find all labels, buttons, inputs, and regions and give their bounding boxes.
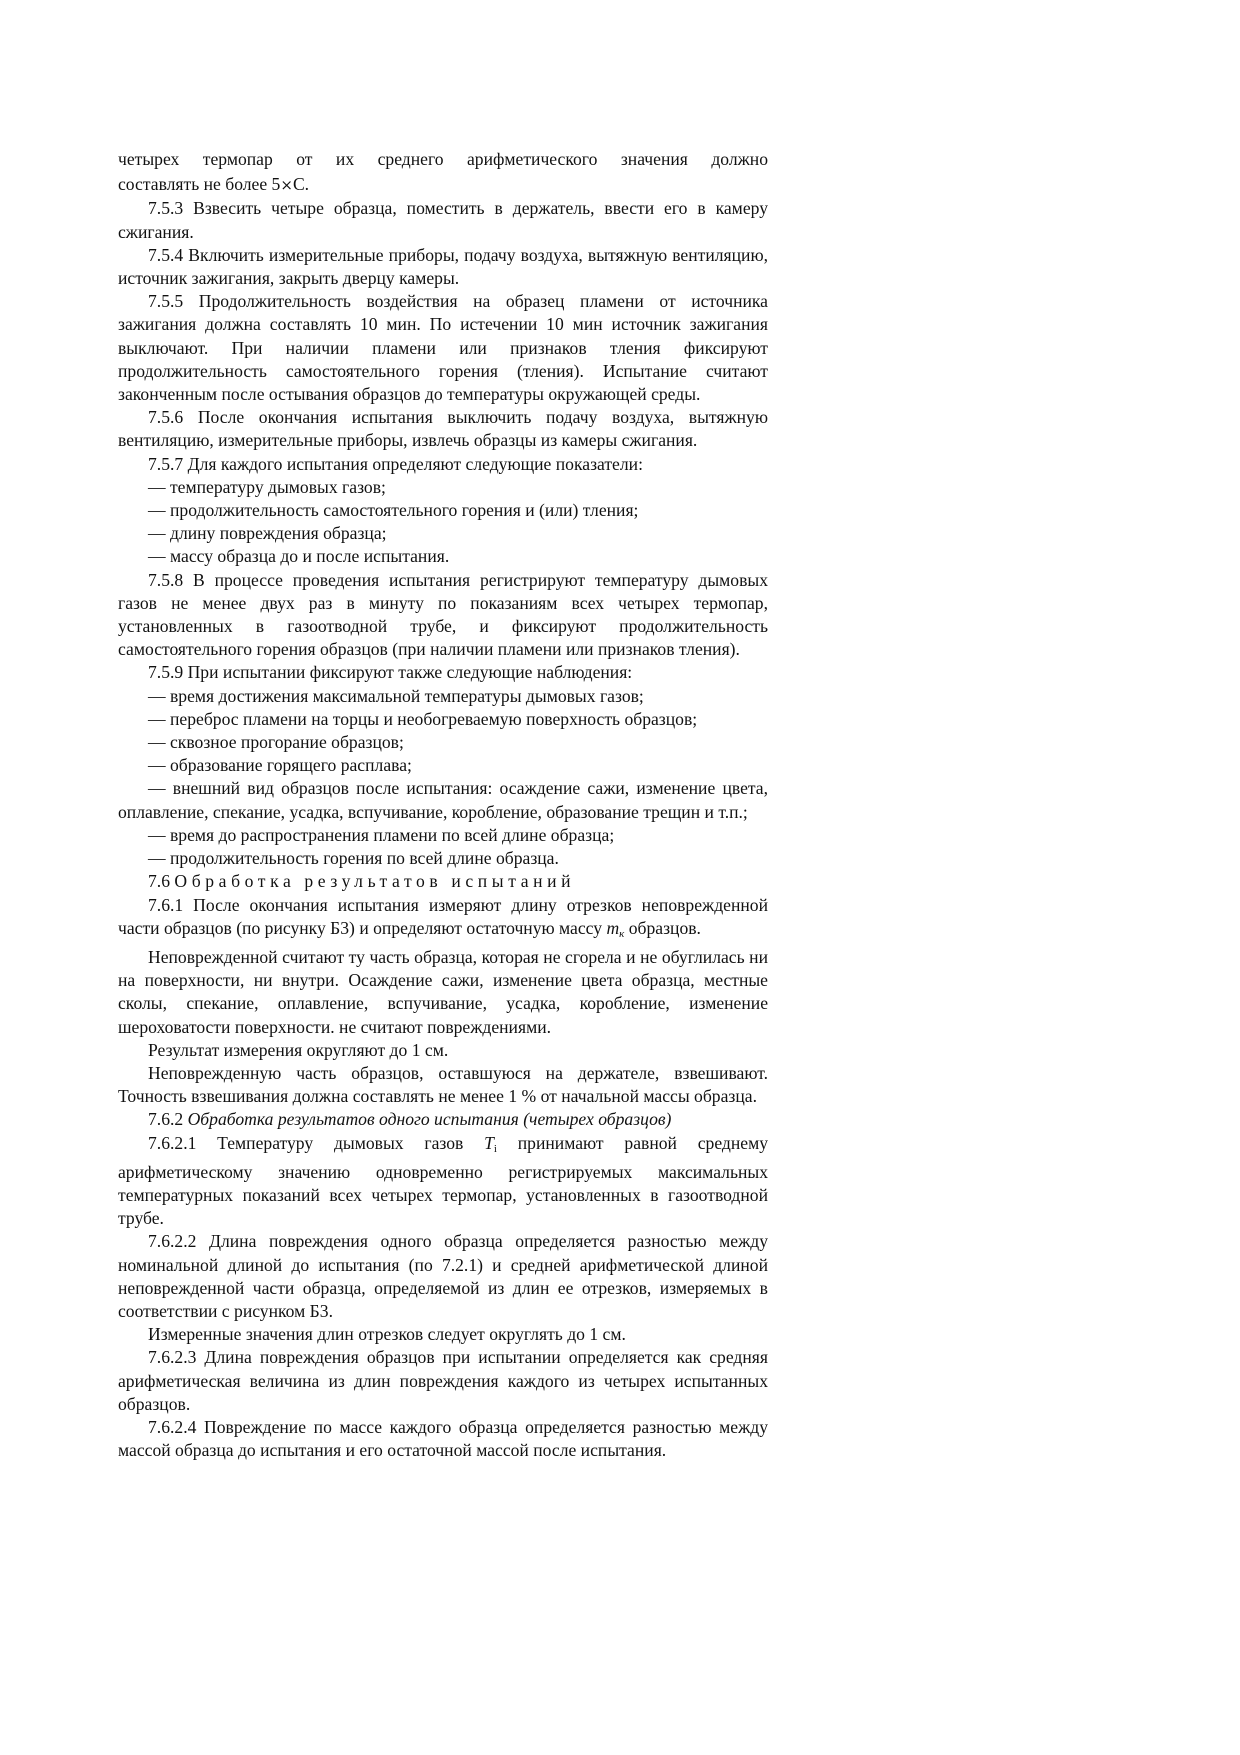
subscript: к — [619, 927, 625, 940]
list-item: — массу образца до и после испытания. — [148, 546, 450, 567]
paragraph-weighing: Неповрежденную часть образцов, оставшуюся на держателе, взвешивают. Точность взвешивания должна составлять не менее 1 % от начальной массы образца. — [118, 1062, 768, 1107]
variable: T — [484, 1132, 494, 1153]
text: четырех термопар от их среднего арифметического значения должно — [118, 149, 768, 169]
section-number: 7.6 — [148, 871, 170, 892]
paragraph-rounding-segments: Измеренные значения длин отрезков следует округлять до 1 см. — [148, 1324, 626, 1345]
paragraph-7-6-2-3: 7.6.2.3 Длина повреждения образцов при испытании определяется как средняя арифметическая величина из длин повреждения каждого из четырех испытанных образцов. — [118, 1347, 768, 1414]
paragraph-7-5-9: 7.5.9 При испытании фиксируют также следующие наблюдения: — [148, 662, 633, 683]
list-item: — время до распространения пламени по всей длине образца; — [148, 824, 615, 845]
paragraph-7-5-8: 7.5.8 В процессе проведения испытания регистрируют температуру дымовых газов не менее двух раз в минуту по показаниям всех четырех термопар, установленных в газоотводной трубе, и фиксируют продолжительность самостоятельного горения образцов (при наличии пламени или признаков тления). — [118, 569, 768, 660]
subscript: i — [493, 1142, 497, 1155]
times-symbol: × — [280, 176, 293, 195]
paragraph-continuation-end — [118, 173, 768, 197]
list-item: — время достижения максимальной температуры дымовых газов; — [148, 685, 644, 706]
text: 7.6.1 После окончания испытания измеряют длину отрезков неповрежденной части образцов (по рисунку Б3) и определяют остаточную массу — [118, 894, 768, 938]
list-item: — длину повреждения образца; — [148, 523, 387, 544]
paragraph-7-6-2-1 — [118, 1132, 768, 1231]
list-item: — сквозное прогорание образцов; — [148, 732, 404, 753]
list-item: — продолжительность самостоятельного горения и (или) тления; — [148, 500, 639, 521]
subsection-number: 7.6.2 — [148, 1109, 184, 1130]
paragraph-7-5-6: 7.5.6 После окончания испытания выключить подачу воздуха, вытяжную вентиляцию, измерительные приборы, извлечь образцы из камеры сжигания. — [118, 407, 768, 451]
paragraph-7-5-3: 7.5.3 Взвесить четыре образца, поместить в держатель, ввести его в камеру сжигания. — [118, 198, 768, 242]
list-item: — образование горящего расплава; — [148, 755, 412, 776]
paragraph-rounding: Результат измерения округляют до 1 см. — [148, 1039, 449, 1060]
list-item: — внешний вид образцов после испытания: осаждение сажи, изменение цвета, оплавление, спекание, усадка, вспучивание, коробление, образование трещин и т.п.; — [118, 778, 768, 822]
paragraph-7-5-5: 7.5.5 Продолжительность воздействия на образец пламени от источника зажигания должна составлять 10 мин. По истечении 10 мин источник зажигания выключают. При наличии пламени или признаков тления фиксируют продолжительность самостоятельного горения (тления). Испытание считают законченным после остывания образцов до температуры окружающей среды. — [118, 291, 768, 405]
text: составлять не более 5 — [118, 174, 281, 195]
text: принимают равной среднему арифметическому значению одновременно регистрируемых максимальных температурных показаний всех четырех термопар, установленных в газоотводной трубе. — [118, 1132, 769, 1229]
paragraph-7-6-2-4: 7.6.2.4 Повреждение по массе каждого образца определяется разностью между массой образца до испытания и его остаточной массой после испытания. — [118, 1416, 768, 1461]
paragraph-7-5-4: 7.5.4 Включить измерительные приборы, подачу воздуха, вытяжную вентиляцию, источник зажигания, закрыть дверцу камеры. — [118, 244, 768, 289]
paragraph-7-6-2-2: 7.6.2.2 Длина повреждения одного образца определяется разностью между номинальной длиной до испытания (по 7.2.1) и средней арифметической длиной неповрежденной части образца, определяемой из длин ее отрезков, измеряемых в соответствии с рисунком Б3. — [118, 1231, 768, 1321]
section-title: Обработка результатов испытаний — [174, 871, 576, 892]
subsection-heading-7-6-2 — [118, 1108, 768, 1131]
list-item: — продолжительность горения по всей длине образца. — [148, 848, 559, 869]
text: С. — [292, 174, 310, 195]
list-item: — температуру дымовых газов; — [148, 476, 386, 497]
text: 7.6.2.1 Температуру дымовых газов — [148, 1132, 485, 1153]
variable: m — [606, 917, 620, 938]
section-heading-7-6 — [118, 870, 768, 893]
subsection-title: Обработка результатов одного испытания (четырех образцов) — [187, 1109, 672, 1130]
paragraph-7-5-7: 7.5.7 Для каждого испытания определяют следующие показатели: — [148, 453, 643, 474]
list-item: — переброс пламени на торцы и необогреваемую поверхность образцов; — [148, 708, 698, 729]
paragraph-7-6-1 — [118, 894, 768, 946]
paragraph-undamaged-definition: Неповрежденной считают ту часть образца, которая не сгорела и не обуглилась ни на поверхности, ни внутри. Осаждение сажи, изменение цвета образца, местные сколы, спекание, оплавление, вспучивание, усадка, коробление, изменение шероховатости поверхности. не считают повреждениями. — [118, 946, 768, 1037]
text: образцов. — [624, 917, 701, 938]
document-page — [118, 148, 768, 1462]
paragraph-continuation — [118, 148, 768, 171]
